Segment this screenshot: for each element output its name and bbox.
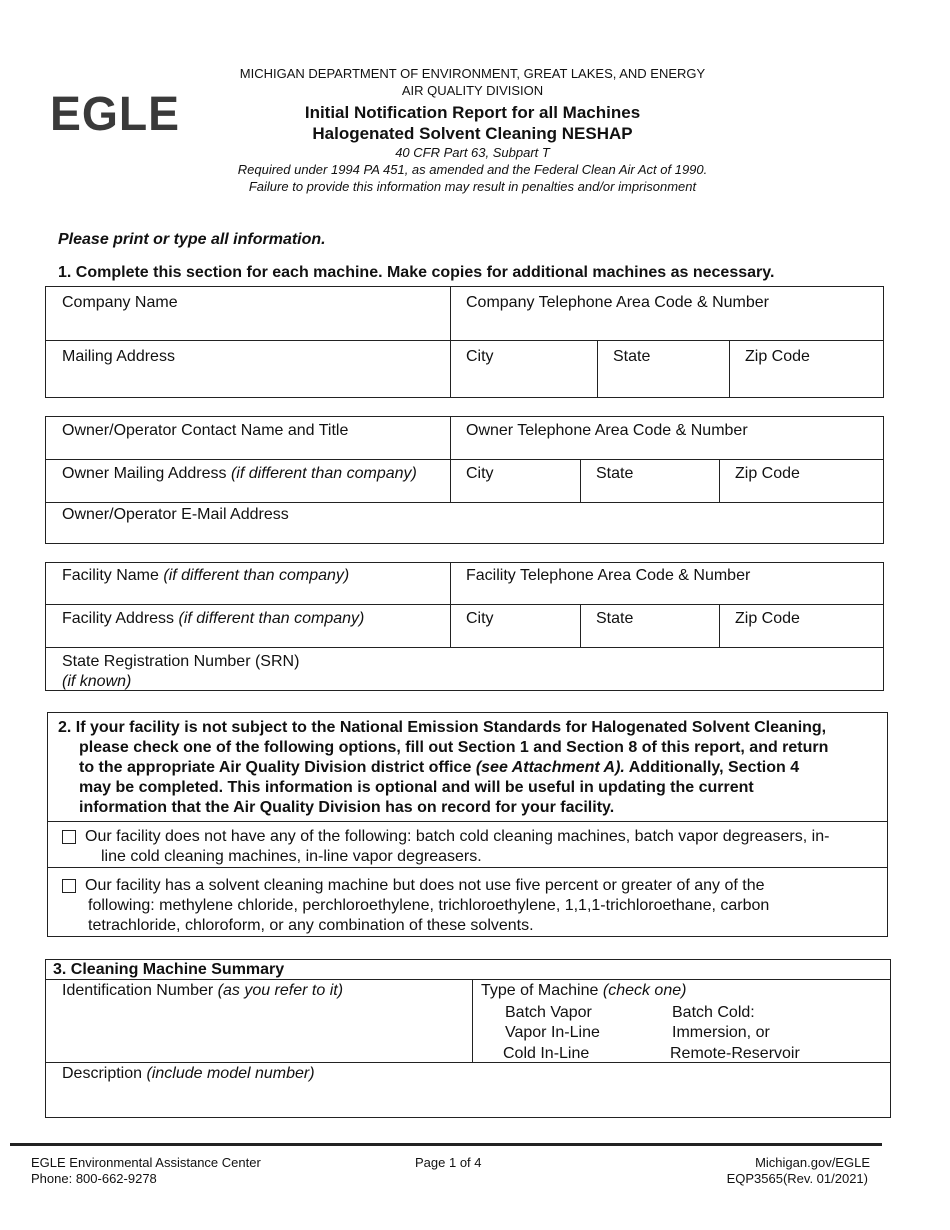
facility-address-hint: (if different than company): [178, 610, 365, 627]
department-name: MICHIGAN DEPARTMENT OF ENVIRONMENT, GREAT LAKES, AND ENERGY: [239, 66, 706, 81]
owner-email-field[interactable]: Owner/Operator E-Mail Address: [62, 506, 289, 523]
owner-mailing-field[interactable]: [62, 464, 417, 483]
mailing-address-field[interactable]: Mailing Address: [62, 348, 175, 365]
section1-heading: 1. Complete this section for each machine. Make copies for additional machines as necessary.: [58, 264, 775, 281]
description-field[interactable]: Description (include model number): [62, 1065, 315, 1082]
form-subtitle: Halogenated Solvent Cleaning NESHAP: [312, 124, 633, 143]
option-immersion: Immersion, or: [672, 1024, 770, 1041]
section2-line5: information that the Air Quality Division has on record for your facility.: [79, 799, 615, 816]
facility-phone-field[interactable]: Facility Telephone Area Code & Number: [466, 567, 751, 584]
owner-city-field[interactable]: City: [466, 465, 494, 482]
facility-address-label: Facility Address: [62, 610, 175, 627]
machine-type-label: Type of Machine (check one): [481, 982, 687, 999]
footer-website[interactable]: Michigan.gov/EGLE: [755, 1155, 870, 1170]
egle-logo-text: EGLE: [50, 90, 180, 132]
section3-heading: 3. Cleaning Machine Summary: [53, 961, 285, 978]
company-name-field[interactable]: Company Name: [62, 294, 178, 311]
section2-line3: to the appropriate Air Quality Division district office (see Attachment A). Additionally, Section 4: [79, 759, 800, 776]
company-state-field[interactable]: State: [613, 348, 651, 365]
option1-checkbox[interactable]: [62, 830, 76, 844]
option2-text: Our facility has a solvent cleaning machine but does not use five percent or greater of any of the: [85, 877, 765, 894]
footer-phone: Phone: 800-662-9278: [31, 1171, 157, 1186]
company-city-field[interactable]: City: [466, 348, 494, 365]
option2-checkbox[interactable]: [62, 879, 76, 893]
facility-zip-field[interactable]: Zip Code: [735, 610, 800, 627]
option-remote-reservoir: Remote-Reservoir: [670, 1045, 800, 1062]
identification-number-field[interactable]: Identification Number (as you refer to it): [62, 982, 344, 999]
legal-requirement: Required under 1994 PA 451, as amended and the Federal Clean Air Act of 1990.: [237, 162, 708, 177]
option2-text-cont: following: methylene chloride, perchloroethylene, trichloroethylene, 1,1,1-trichloroethane, carbon: [88, 897, 770, 914]
option-vapor-inline[interactable]: Vapor In-Line: [505, 1024, 600, 1041]
owner-zip-field[interactable]: Zip Code: [735, 465, 800, 482]
option1-text: Our facility does not have any of the following: batch cold cleaning machines, batch vapor degreasers, in-: [85, 828, 830, 845]
section2-line1: 2. If your facility is not subject to the National Emission Standards for Halogenated Solvent Cleaning,: [58, 719, 827, 736]
division-name: AIR QUALITY DIVISION: [401, 83, 544, 98]
facility-address-field[interactable]: [62, 609, 364, 628]
footer-page-number: Page 1 of 4: [415, 1155, 482, 1170]
company-zip-field[interactable]: Zip Code: [745, 348, 810, 365]
company-phone-field[interactable]: Company Telephone Area Code & Number: [466, 294, 769, 311]
srn-field[interactable]: State Registration Number (SRN): [62, 653, 300, 670]
owner-phone-field[interactable]: Owner Telephone Area Code & Number: [466, 422, 748, 439]
facility-name-label: Facility Name: [62, 567, 159, 584]
footer-rule: [10, 1143, 882, 1146]
egle-logo: [50, 90, 182, 132]
option-cold-inline[interactable]: Cold In-Line: [503, 1045, 590, 1062]
owner-mailing-label: Owner Mailing Address: [62, 465, 227, 482]
option2-text-cont2: tetrachloride, chloroform, or any combination of these solvents.: [88, 917, 534, 934]
footer-center-name: EGLE Environmental Assistance Center: [31, 1155, 261, 1170]
option-batch-vapor[interactable]: Batch Vapor: [505, 1004, 592, 1021]
owner-mailing-hint: (if different than company): [230, 465, 417, 482]
option-batch-cold[interactable]: Batch Cold:: [672, 1004, 755, 1021]
facility-state-field[interactable]: State: [596, 610, 634, 627]
section2-line2: please check one of the following options, fill out Section 1 and Section 8 of this report, and return: [79, 739, 829, 756]
srn-hint: (if known): [62, 673, 132, 690]
footer-form-id: EQP3565(Rev. 01/2021): [726, 1171, 868, 1186]
penalty-notice: Failure to provide this information may result in penalties and/or imprisonment: [248, 179, 697, 194]
owner-contact-field[interactable]: Owner/Operator Contact Name and Title: [62, 422, 349, 439]
facility-name-hint: (if different than company): [163, 567, 350, 584]
instructions: Please print or type all information.: [58, 231, 326, 248]
section2-line4: may be completed. This information is optional and will be useful in updating the current: [79, 779, 754, 796]
cfr-reference: 40 CFR Part 63, Subpart T: [395, 145, 550, 160]
form-title: Initial Notification Report for all Machines: [304, 103, 641, 122]
owner-state-field[interactable]: State: [596, 465, 634, 482]
facility-name-field[interactable]: [62, 566, 349, 585]
facility-city-field[interactable]: City: [466, 610, 494, 627]
option1-text-cont: line cold cleaning machines, in-line vapor degreasers.: [101, 848, 482, 865]
